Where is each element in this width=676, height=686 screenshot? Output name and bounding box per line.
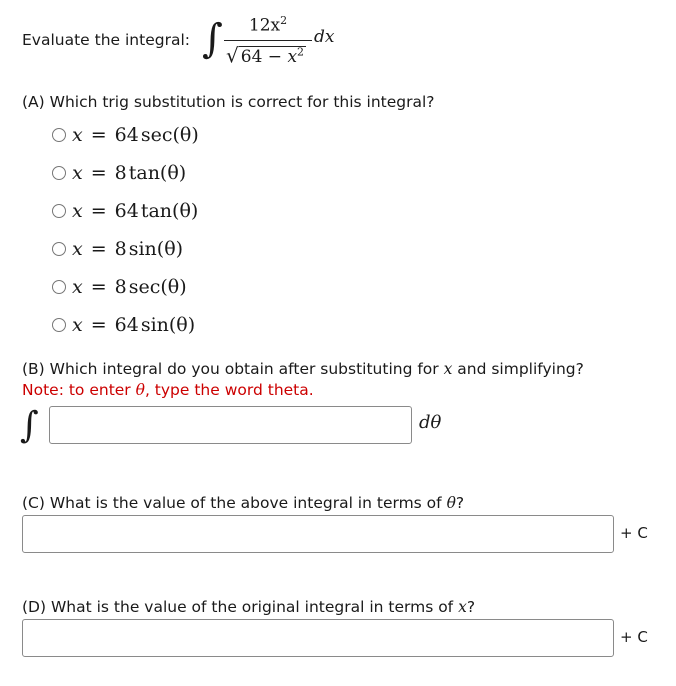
option-4[interactable] — [52, 236, 183, 262]
option-eq: = — [90, 162, 107, 184]
option-var: x — [72, 200, 83, 222]
option-func: sin(θ) — [140, 314, 196, 336]
answer-d-input[interactable] — [22, 619, 614, 657]
option-func: sin(θ) — [128, 238, 184, 260]
theta-note — [22, 381, 314, 399]
dtheta-label: dθ — [419, 412, 442, 433]
option-coef: 8 — [114, 276, 127, 298]
question-b — [22, 360, 584, 378]
option-3[interactable] — [52, 198, 198, 224]
option-coef: 8 — [114, 238, 127, 260]
problem-intro: Evaluate the integral: — [22, 31, 190, 49]
option-var: x — [72, 238, 83, 260]
numerator-base: 12x — [248, 15, 281, 36]
integrand-denominator — [224, 41, 312, 70]
radicand-exponent: 2 — [297, 45, 305, 59]
option-eq: = — [90, 314, 107, 336]
option-coef: 8 — [114, 162, 127, 184]
integral-b-input[interactable] — [49, 406, 412, 444]
plus-c-label: + C — [620, 628, 648, 646]
sqrt-icon: √ — [226, 43, 239, 68]
option-2[interactable] — [52, 160, 186, 186]
option-coef: 64 — [114, 124, 139, 146]
option-2-radio[interactable] — [52, 166, 66, 180]
note-var: θ — [135, 381, 145, 399]
option-coef: 64 — [114, 200, 139, 222]
radicand-var: x — [287, 47, 298, 68]
question-c-var: θ — [446, 494, 456, 512]
radicand-constant: 64 — [240, 47, 263, 68]
question-c — [22, 494, 464, 512]
option-5-radio[interactable] — [52, 280, 66, 294]
option-5-label — [72, 276, 187, 298]
option-var: x — [72, 276, 83, 298]
option-eq: = — [90, 276, 107, 298]
plus-c-label: + C — [620, 524, 648, 542]
option-4-label — [72, 238, 183, 260]
question-d — [22, 598, 475, 616]
numerator-exponent: 2 — [280, 14, 288, 27]
option-var: x — [72, 314, 83, 336]
option-1-label — [72, 124, 199, 146]
integral-sign-b: ∫ — [20, 405, 39, 446]
option-eq: = — [90, 124, 107, 146]
option-func: sec(θ) — [128, 276, 187, 298]
question-c-text-post: ? — [455, 494, 465, 512]
option-3-radio[interactable] — [52, 204, 66, 218]
question-d-text-pre: (D) What is the value of the original integral in terms of — [22, 598, 459, 616]
question-b-text-pre: (B) Which integral do you obtain after substituting for — [22, 360, 444, 378]
question-c-text-pre: (C) What is the value of the above integral in terms of — [22, 494, 447, 512]
option-var: x — [72, 162, 83, 184]
option-func: tan(θ) — [128, 162, 187, 184]
answer-c-input[interactable] — [22, 515, 614, 553]
note-text-post: , type the word theta. — [144, 381, 314, 399]
option-6-radio[interactable] — [52, 318, 66, 332]
integrand-fraction — [224, 10, 312, 69]
option-coef: 64 — [114, 314, 139, 336]
integrand-numerator — [224, 10, 312, 37]
question-d-text-post: ? — [466, 598, 476, 616]
question-a: (A) Which trig substitution is correct for this integral? — [22, 93, 435, 111]
integral-expression — [202, 10, 342, 70]
option-6[interactable] — [52, 312, 195, 338]
option-func: tan(θ) — [140, 200, 199, 222]
integral-sign: ∫ — [202, 16, 223, 62]
question-d-var: x — [458, 598, 467, 616]
note-text-pre: Note: to enter — [22, 381, 136, 399]
option-4-radio[interactable] — [52, 242, 66, 256]
radicand-minus: − — [267, 47, 283, 68]
option-2-label — [72, 162, 186, 184]
option-1[interactable] — [52, 122, 199, 148]
question-b-var: x — [443, 360, 453, 378]
option-var: x — [72, 124, 83, 146]
option-3-label — [72, 200, 198, 222]
differential: dx — [314, 27, 335, 47]
option-6-label — [72, 314, 195, 336]
option-eq: = — [90, 200, 107, 222]
option-eq: = — [90, 238, 107, 260]
radicand — [239, 46, 306, 67]
option-5[interactable] — [52, 274, 187, 300]
option-1-radio[interactable] — [52, 128, 66, 142]
option-func: sec(θ) — [140, 124, 199, 146]
question-b-text-post: and simplifying? — [452, 360, 584, 378]
